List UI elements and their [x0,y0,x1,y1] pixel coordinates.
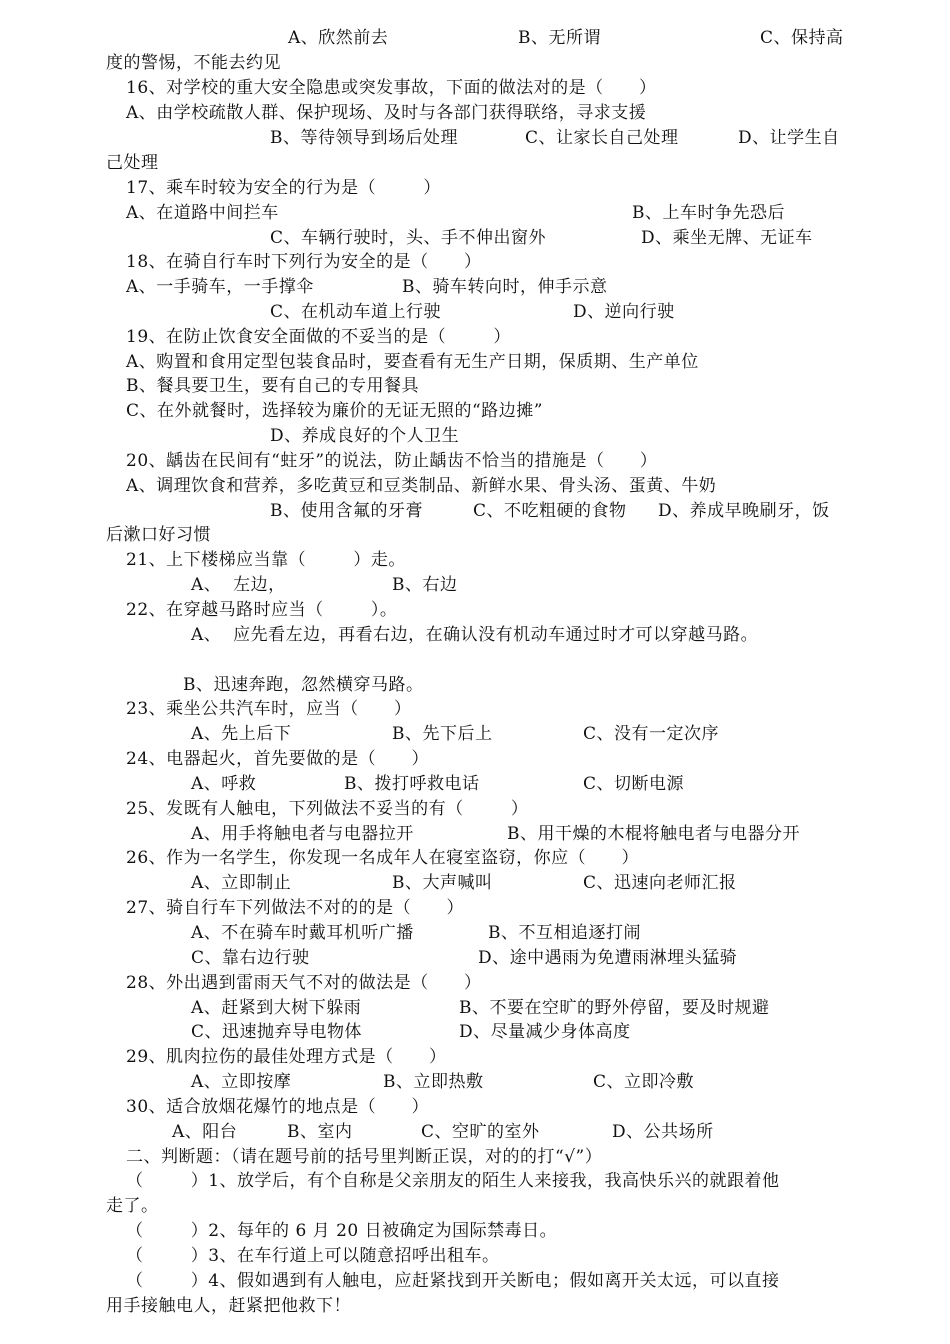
option-a-27: A、不在骑车时戴耳机听广播 [191,923,414,943]
option-d-16-cont: 己处理 [106,153,159,173]
option-c-30: C、空旷的室外 [421,1122,540,1142]
option-b-20: B、使用含氟的牙膏 [270,501,423,521]
question-23: 23、乘坐公共汽车时，应当（ ） [126,699,412,719]
question-16: 16、对学校的重大安全隐患或突发事故，下面的做法对的是（ ） [126,78,657,98]
option-b-15: B、无所谓 [518,28,601,48]
option-a-26: A、立即制止 [191,873,292,893]
option-a-23: A、先上后下 [191,724,292,744]
option-c-27: C、靠右边行驶 [191,948,310,968]
judgment-1: （ ）1、放学后，有个自称是父亲朋友的陌生人来接我，我高快乐兴的就跟着他 [126,1171,780,1191]
option-b-30: B、室内 [287,1122,353,1142]
option-d-19: D、养成良好的个人卫生 [270,426,460,446]
option-b-28: B、不要在空旷的野外停留，要及时规避 [459,998,770,1018]
option-b-16: B、等待领导到场后处理 [270,128,458,148]
question-30: 30、适合放烟花爆竹的地点是（ ） [126,1097,430,1117]
question-26: 26、作为一名学生，你发现一名成年人在寝室盗窃，你应（ ） [126,848,640,868]
question-22: 22、在穿越马路时应当（ ）。 [126,600,398,620]
option-c-17: C、车辆行驶时，头、手不伸出窗外 [270,228,547,248]
option-d-30: D、公共场所 [612,1122,714,1142]
question-17: 17、乘车时较为安全的行为是（ ） [126,178,441,198]
judgment-4: （ ）4、假如遇到有人触电，应赶紧找到开关断电；假如离开关太远，可以直接 [126,1271,780,1291]
option-b-26: B、大声喊叫 [392,873,493,893]
option-a-21: A、 左边， [191,575,286,595]
option-b-18: B、骑车转向时，伸手示意 [402,277,608,297]
option-b-23: B、先下后上 [392,724,493,744]
question-24: 24、电器起火，首先要做的是（ ） [126,749,430,769]
option-a-22: A、 应先看左边，再看右边，在确认没有机动车通过时才可以穿越马路。 [191,625,759,645]
option-a-25: A、用手将触电者与电器拉开 [191,824,414,844]
option-b-22: B、迅速奔跑，忽然横穿马路。 [183,675,424,695]
option-c-29: C、立即冷敷 [593,1072,695,1092]
option-d-20: D、养成早晚刷牙，饭 [658,501,830,521]
question-20: 20、龋齿在民间有“蛀牙”的说法，防止龋齿不恰当的措施是（ ） [126,451,658,471]
option-b-27: B、不互相追逐打闹 [488,923,641,943]
section-heading-judgment: 二、判断题：（请在题号前的括号里判断正误，对的的打“√”） [126,1147,603,1167]
option-c-20: C、不吃粗硬的食物 [473,501,627,521]
question-19: 19、在防止饮食安全面做的不妥当的是（ ） [126,327,511,347]
option-c-19: C、在外就餐时，选择较为廉价的无证无照的“路边摊” [126,401,543,421]
option-a-24: A、呼救 [191,774,257,794]
judgment-3: （ ）3、在车行道上可以随意招呼出租车。 [126,1246,500,1266]
option-a-19: A、购置和食用定型包装食品时，要查看有无生产日期，保质期、生产单位 [126,352,699,372]
option-a-15: A、欣然前去 [288,28,389,48]
judgment-1-cont: 走了。 [106,1196,159,1216]
option-c-16: C、让家长自己处理 [525,128,679,148]
option-a-17: A、在道路中间拦车 [126,203,279,223]
question-27: 27、骑自行车下列做法不对的的是（ ） [126,898,465,918]
option-d-17: D、乘坐无牌、无证车 [641,228,813,248]
judgment-4-cont: 用手接触电人，赶紧把他救下！ [106,1296,351,1316]
question-21: 21、上下楼梯应当靠（ ）走。 [126,550,406,570]
option-c-26: C、迅速向老师汇报 [583,873,737,893]
option-d-28: D、尽量减少身体高度 [459,1022,631,1042]
option-d-27: D、途中遇雨为免遭雨淋埋头猛骑 [478,948,738,968]
option-c-23: C、没有一定次序 [583,724,720,744]
option-a-30: A、阳台 [172,1122,238,1142]
option-b-17: B、上车时争先恐后 [632,203,785,223]
option-b-21: B、右边 [392,575,458,595]
question-25: 25、发既有人触电，下列做法不妥当的有（ ） [126,799,529,819]
option-b-25: B、用干燥的木棍将触电者与电器分开 [507,824,800,844]
option-d-16: D、让学生自 [738,128,840,148]
option-a-16: A、由学校疏散人群、保护现场、及时与各部门获得联络，寻求支援 [126,103,647,123]
option-d-18: D、逆向行驶 [573,302,675,322]
question-28: 28、外出遇到雷雨天气不对的做法是（ ） [126,973,482,993]
option-c-24: C、切断电源 [583,774,685,794]
option-a-20: A、调理饮食和营养，多吃黄豆和豆类制品、新鲜水果、骨头汤、蛋黄、牛奶 [126,476,717,496]
option-c-15: C、保持高 [760,28,844,48]
option-b-24: B、拨打呼救电话 [344,774,480,794]
option-a-18: A、一手骑车，一手撑伞 [126,277,314,297]
question-29: 29、肌肉拉伤的最佳处理方式是（ ） [126,1047,447,1067]
option-c-18: C、在机动车道上行驶 [270,302,442,322]
judgment-2: （ ）2、每年的 6 月 20 日被确定为国际禁毒日。 [126,1221,558,1241]
option-a-29: A、立即按摩 [191,1072,292,1092]
option-a-28: A、赶紧到大树下躲雨 [191,998,362,1018]
option-c-15-cont: 度的警惕，不能去约见 [106,53,281,73]
option-b-29: B、立即热敷 [383,1072,484,1092]
question-18: 18、在骑自行车时下列行为安全的是（ ） [126,252,482,272]
option-c-28: C、迅速抛弃导电物体 [191,1022,363,1042]
option-d-20-cont: 后漱口好习惯 [106,525,211,545]
option-b-19: B、餐具要卫生，要有自己的专用餐具 [126,376,419,396]
